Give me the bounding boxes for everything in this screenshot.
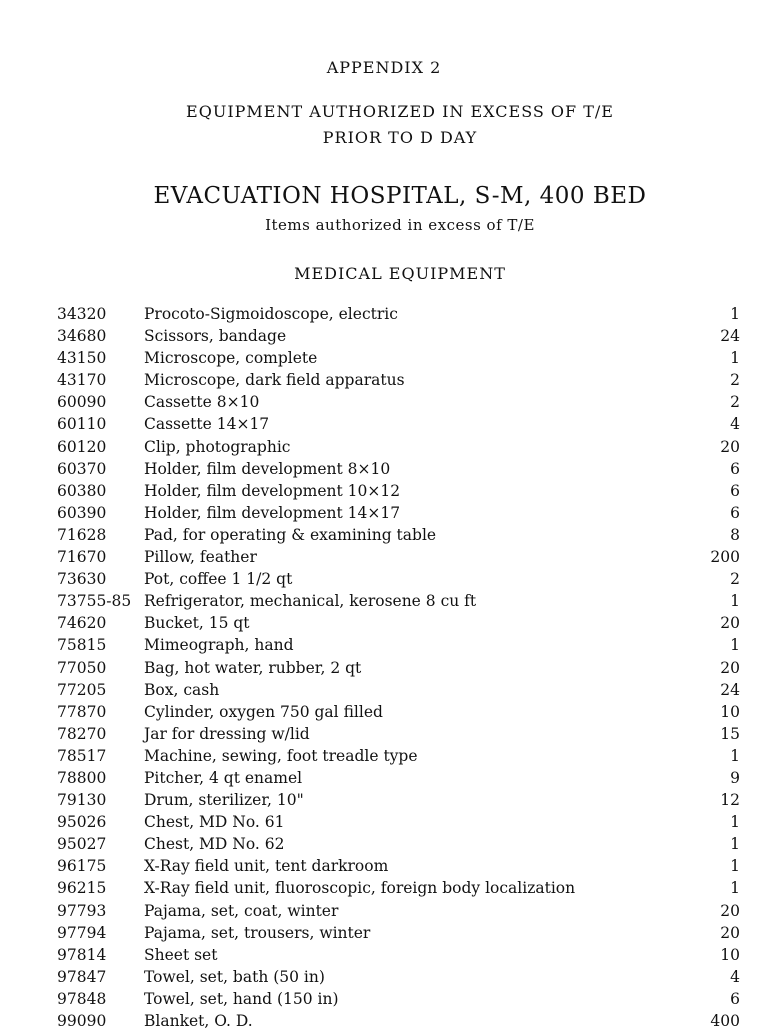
equipment-row (0, 679, 768, 701)
item-quantity: 20 (720, 658, 740, 677)
equipment-list (0, 303, 768, 1032)
item-description: Microscope, complete (144, 349, 318, 368)
item-quantity: 4 (730, 967, 740, 986)
item-description: Drum, sterilizer, 10" (144, 791, 304, 810)
item-quantity: 10 (720, 945, 740, 964)
item-quantity: 6 (730, 989, 740, 1008)
item-code: 78800 (57, 768, 107, 787)
equipment-row (0, 436, 768, 458)
item-description: Bucket, 15 qt (144, 614, 250, 633)
item-quantity: 1 (730, 857, 740, 876)
item-description: Sheet set (144, 945, 218, 964)
item-quantity: 1 (730, 835, 740, 854)
item-code: 60090 (57, 393, 107, 412)
item-description: Pajama, set, trousers, winter (144, 923, 371, 942)
item-quantity: 20 (720, 923, 740, 942)
equipment-row (0, 524, 768, 546)
item-code: 78517 (57, 746, 107, 765)
item-code: 95027 (57, 835, 107, 854)
item-quantity: 6 (730, 503, 740, 522)
item-quantity: 4 (730, 415, 740, 434)
item-code: 60370 (57, 459, 107, 478)
item-code: 60390 (57, 503, 107, 522)
item-description: X-Ray field unit, fluoroscopic, foreign body localization (144, 879, 576, 898)
item-code: 43170 (57, 371, 107, 390)
item-code: 77205 (57, 680, 107, 699)
item-code: 77870 (57, 702, 107, 721)
main-title: EVACUATION HOSPITAL, S-M, 400 BED (153, 183, 647, 209)
equipment-row (0, 988, 768, 1010)
equipment-row (0, 546, 768, 568)
equipment-row (0, 767, 768, 789)
item-code: 73630 (57, 570, 107, 589)
equipment-row (0, 966, 768, 988)
item-quantity: 15 (720, 724, 740, 743)
item-description: Pitcher, 4 qt enamel (144, 768, 303, 787)
item-quantity: 24 (720, 327, 740, 346)
item-code: 97794 (57, 923, 107, 942)
equipment-row (0, 811, 768, 833)
item-quantity: 24 (720, 680, 740, 699)
equipment-row (0, 745, 768, 767)
item-code: 43150 (57, 349, 107, 368)
item-quantity: 20 (720, 901, 740, 920)
item-code: 97793 (57, 901, 107, 920)
item-description: Machine, sewing, foot treadle type (144, 746, 418, 765)
equipment-row (0, 657, 768, 679)
item-description: Clip, photographic (144, 437, 291, 456)
item-description: Cassette 14×17 (144, 415, 270, 434)
item-description: Cassette 8×10 (144, 393, 260, 412)
equipment-row (0, 590, 768, 612)
item-description: Holder, film development 10×12 (144, 481, 401, 500)
item-description: Jar for dressing w/lid (144, 724, 310, 743)
item-description: Towel, set, bath (50 in) (144, 967, 325, 986)
item-code: 73755-85 (57, 592, 132, 611)
equipment-row (0, 568, 768, 590)
item-description: Chest, MD No. 61 (144, 813, 285, 832)
appendix-heading: APPENDIX 2 (326, 58, 442, 77)
item-description: Bag, hot water, rubber, 2 qt (144, 658, 362, 677)
item-description: Microscope, dark field apparatus (144, 371, 405, 390)
item-quantity: 1 (730, 349, 740, 368)
equipment-row (0, 877, 768, 899)
item-quantity: 12 (720, 791, 740, 810)
item-quantity: 2 (730, 570, 740, 589)
equipment-row (0, 612, 768, 634)
item-description: Pajama, set, coat, winter (144, 901, 339, 920)
item-description: Refrigerator, mechanical, kerosene 8 cu ft (144, 592, 477, 611)
item-quantity: 6 (730, 481, 740, 500)
item-code: 97848 (57, 989, 107, 1008)
equipment-row (0, 1010, 768, 1032)
item-quantity: 6 (730, 459, 740, 478)
item-code: 34680 (57, 327, 107, 346)
item-quantity: 1 (730, 879, 740, 898)
subtitle-line-1: EQUIPMENT AUTHORIZED IN EXCESS OF T/E (186, 102, 614, 121)
equipment-row (0, 922, 768, 944)
item-quantity: 20 (720, 437, 740, 456)
equipment-row (0, 458, 768, 480)
item-code: 97847 (57, 967, 107, 986)
equipment-row (0, 634, 768, 656)
equipment-row (0, 855, 768, 877)
equipment-row (0, 325, 768, 347)
item-code: 95026 (57, 813, 107, 832)
item-code: 79130 (57, 791, 107, 810)
item-code: 60120 (57, 437, 107, 456)
item-description: Pillow, feather (144, 548, 257, 567)
item-quantity: 20 (720, 614, 740, 633)
item-quantity: 400 (710, 1012, 740, 1030)
item-code: 96175 (57, 857, 107, 876)
item-description: Mimeograph, hand (144, 636, 294, 655)
item-description: Procoto-Sigmoidoscope, electric (144, 305, 398, 323)
item-quantity: 9 (730, 768, 740, 787)
item-description: Blanket, O. D. (144, 1012, 253, 1030)
item-code: 60110 (57, 415, 107, 434)
equipment-row (0, 833, 768, 855)
equipment-row (0, 502, 768, 524)
items-note: Items authorized in excess of T/E (265, 216, 535, 234)
equipment-row (0, 944, 768, 966)
item-description: Towel, set, hand (150 in) (144, 989, 339, 1008)
item-quantity: 1 (730, 636, 740, 655)
equipment-row (0, 789, 768, 811)
subtitle-line-2: PRIOR TO D DAY (322, 128, 478, 147)
item-code: 96215 (57, 879, 107, 898)
item-quantity: 200 (710, 548, 740, 567)
item-description: Box, cash (144, 680, 220, 699)
item-description: Pad, for operating & examining table (144, 525, 437, 544)
item-code: 34320 (57, 305, 107, 323)
item-description: X-Ray field unit, tent darkroom (144, 857, 389, 876)
item-quantity: 1 (730, 592, 740, 611)
item-quantity: 1 (730, 813, 740, 832)
item-description: Pot, coffee 1 1/2 qt (144, 570, 293, 589)
item-code: 74620 (57, 614, 107, 633)
equipment-row (0, 369, 768, 391)
equipment-row (0, 303, 768, 325)
item-code: 77050 (57, 658, 107, 677)
item-quantity: 10 (720, 702, 740, 721)
item-description: Holder, film development 8×10 (144, 459, 391, 478)
item-description: Cylinder, oxygen 750 gal filled (144, 702, 383, 721)
item-code: 97814 (57, 945, 107, 964)
item-code: 75815 (57, 636, 107, 655)
item-description: Chest, MD No. 62 (144, 835, 285, 854)
equipment-row (0, 723, 768, 745)
equipment-row (0, 480, 768, 502)
section-title: MEDICAL EQUIPMENT (294, 264, 506, 283)
item-description: Scissors, bandage (144, 327, 287, 346)
item-code: 71628 (57, 525, 107, 544)
item-code: 99090 (57, 1012, 107, 1030)
item-quantity: 1 (730, 305, 740, 323)
item-quantity: 2 (730, 371, 740, 390)
equipment-row (0, 701, 768, 723)
equipment-row (0, 413, 768, 435)
item-quantity: 2 (730, 393, 740, 412)
item-code: 60380 (57, 481, 107, 500)
equipment-row (0, 900, 768, 922)
item-quantity: 1 (730, 746, 740, 765)
item-quantity: 8 (730, 525, 740, 544)
item-code: 71670 (57, 548, 107, 567)
item-code: 78270 (57, 724, 107, 743)
equipment-row (0, 347, 768, 369)
equipment-row (0, 391, 768, 413)
item-description: Holder, film development 14×17 (144, 503, 401, 522)
